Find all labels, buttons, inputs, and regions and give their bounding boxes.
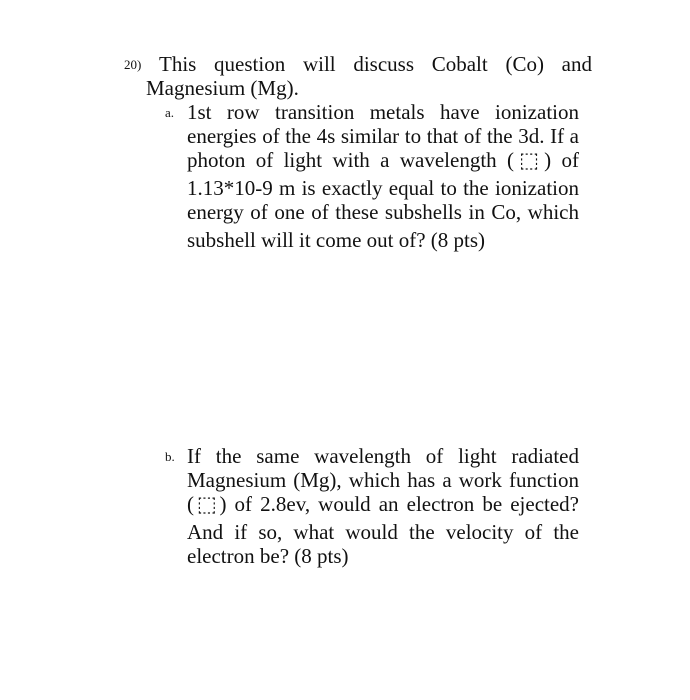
part-b-line-5: electron be? (8 pts) [187, 544, 349, 568]
part-a-line-2: energies of the 4s similar to that of the 3d. If a [187, 124, 579, 148]
part-b-line-4: And if so, what would the velocity of the [187, 520, 579, 544]
part-a-line-5: energy of one of these subshells in Co, which [187, 200, 579, 224]
question-number: 20) [124, 57, 142, 72]
part-b-line-3: (⬚) of 2.8ev, would an electron be ejected? [187, 492, 579, 516]
part-a-line-3: photon of light with a wavelength (⬚) of [187, 148, 579, 172]
part-a-line-1: 1st row transition metals have ionization [187, 100, 579, 124]
part-b-line-1: If the same wavelength of light radiated [187, 444, 579, 468]
part-a-line-4: 1.13*10-9 m is exactly equal to the ionization [187, 176, 579, 200]
part-a-label: a. [165, 105, 175, 120]
question-text-line-2: Magnesium (Mg). [146, 76, 299, 100]
question-text-line-1: This question will discuss Cobalt (Co) and [159, 52, 592, 76]
part-b-line-2: Magnesium (Mg), which has a work function [187, 468, 579, 492]
part-a-line-6: subshell will it come out of? (8 pts) [187, 228, 486, 252]
part-b-label: b. [165, 449, 175, 464]
